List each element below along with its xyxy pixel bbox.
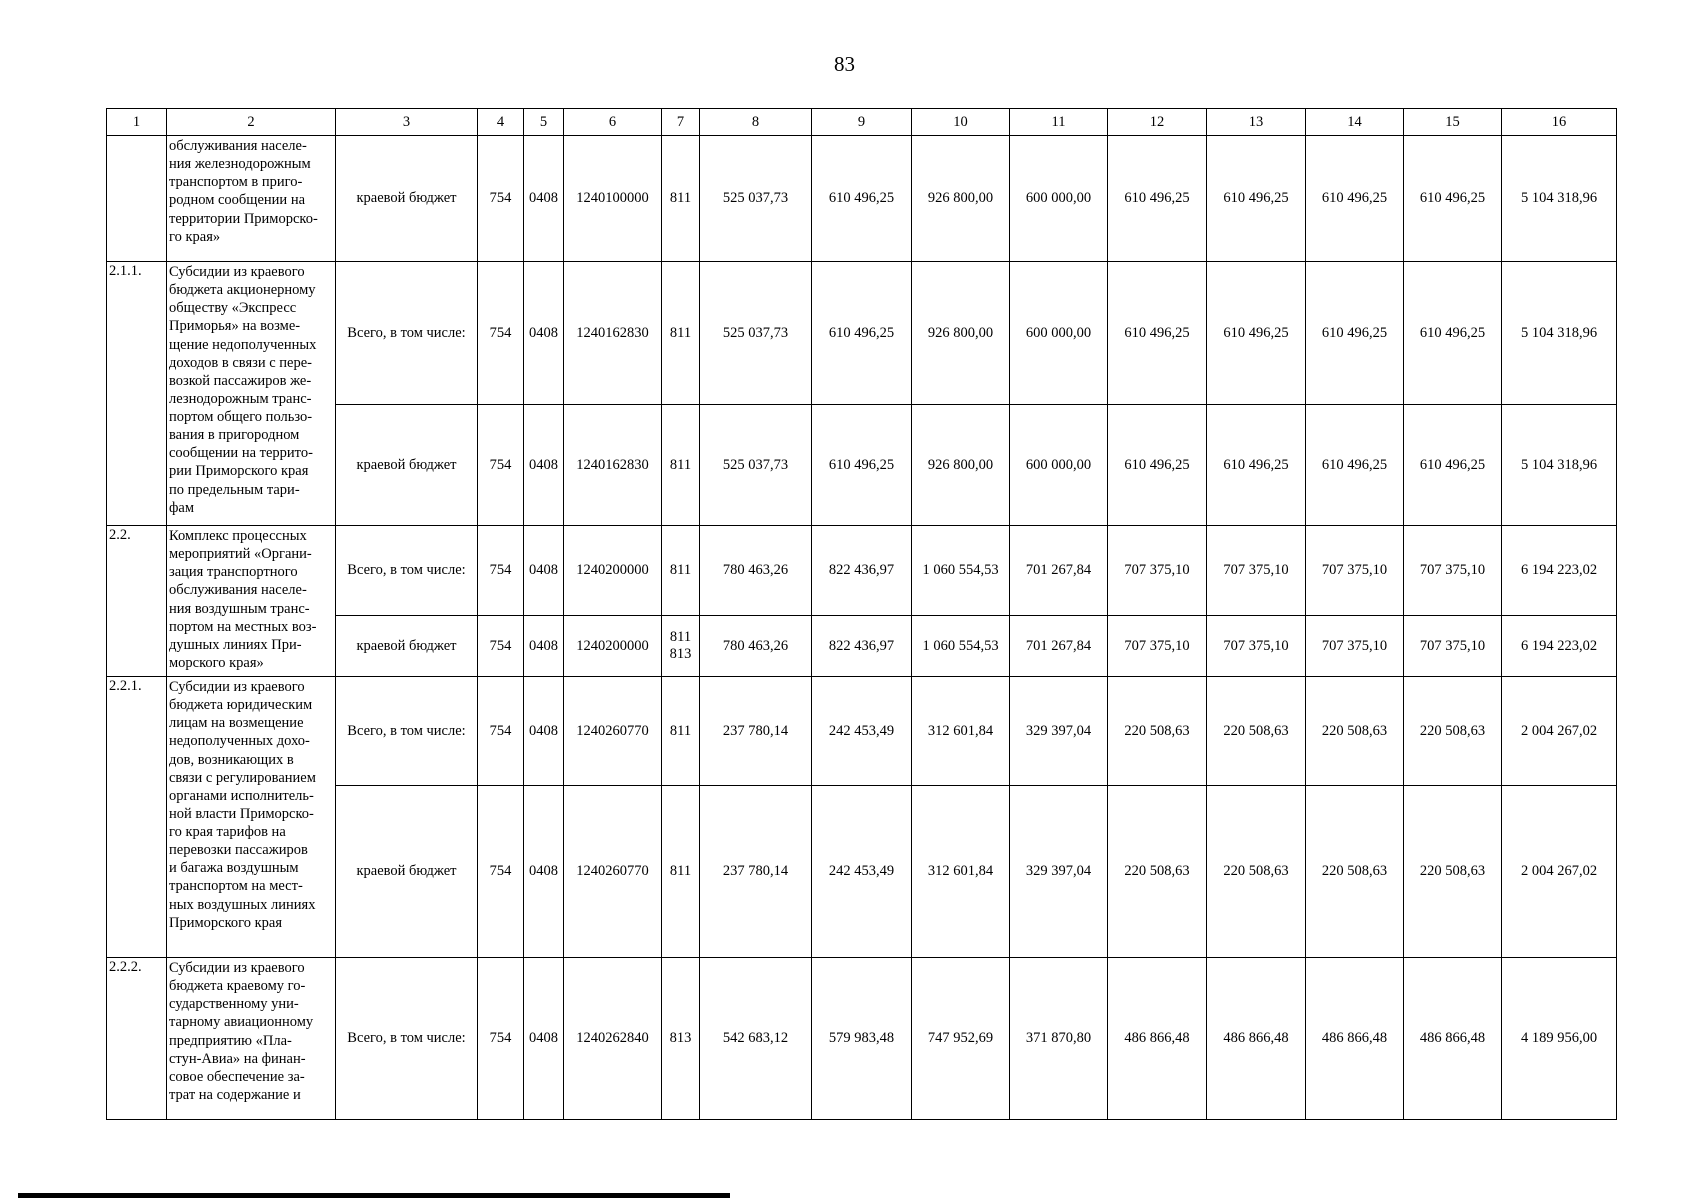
- amount-cell: 610 496,25: [1108, 136, 1207, 262]
- amount-cell: 707 375,10: [1306, 616, 1404, 677]
- description-line: предприятию «Пла-: [169, 1032, 292, 1049]
- expense-type-code: 811: [669, 562, 692, 579]
- amount-cell: 707 375,10: [1404, 616, 1502, 677]
- amount-cell: 780 463,26: [700, 616, 812, 677]
- amount-cell: 220 508,63: [1404, 677, 1502, 786]
- amount-cell: 220 508,63: [1108, 677, 1207, 786]
- amount-cell: 237 780,14: [700, 786, 812, 958]
- description-line: органами исполнитель-: [169, 787, 314, 804]
- description-line: тарному авиационному: [169, 1014, 314, 1031]
- amount-cell: 926 800,00: [912, 136, 1010, 262]
- amount-cell: 600 000,00: [1010, 262, 1108, 405]
- description-line: трат на содержание и: [169, 1086, 301, 1103]
- description-line: дов, возникающих в: [169, 751, 294, 768]
- amount-cell: 600 000,00: [1010, 405, 1108, 526]
- header-cell: 5: [524, 109, 564, 136]
- section-code-cell: 0408: [524, 405, 564, 526]
- section-code-cell: 0408: [524, 958, 564, 1120]
- header-cell: 16: [1502, 109, 1617, 136]
- amount-cell: 542 683,12: [700, 958, 812, 1120]
- description-line: по предельным тари-: [169, 481, 300, 498]
- amount-cell: 707 375,10: [1108, 526, 1207, 616]
- item-description-cell: [167, 262, 336, 526]
- header-cell: 9: [812, 109, 912, 136]
- expense-type-cell: [662, 405, 700, 526]
- amount-cell: 1 060 554,53: [912, 616, 1010, 677]
- amount-cell: 707 375,10: [1207, 526, 1306, 616]
- description-line: недополученных дохо-: [169, 733, 310, 750]
- description-line: Комплекс процессных: [169, 528, 307, 544]
- amount-cell: 610 496,25: [1306, 136, 1404, 262]
- amount-cell: 610 496,25: [1207, 136, 1306, 262]
- header-cell: 4: [478, 109, 524, 136]
- amount-cell: 220 508,63: [1207, 786, 1306, 958]
- item-description-cell: [167, 958, 336, 1120]
- amount-cell: 747 952,69: [912, 958, 1010, 1120]
- description-line: обслуживания населе-: [169, 138, 307, 154]
- section-code-cell: 0408: [524, 616, 564, 677]
- amount-cell: 329 397,04: [1010, 786, 1108, 958]
- amount-cell: 600 000,00: [1010, 136, 1108, 262]
- amount-cell: 780 463,26: [700, 526, 812, 616]
- budget-table: [106, 108, 1617, 1120]
- description-line: зация транспортного: [169, 564, 298, 581]
- target-article-cell: 1240260770: [564, 677, 662, 786]
- header-cell: 2: [167, 109, 336, 136]
- funding-source-cell: краевой бюджет: [336, 405, 478, 526]
- amount-cell: 486 866,48: [1207, 958, 1306, 1120]
- expense-type-code: 811: [669, 190, 692, 207]
- expense-type-cell: [662, 616, 700, 677]
- amount-cell: 610 496,25: [1108, 405, 1207, 526]
- description-line: возкой пассажиров же-: [169, 372, 312, 389]
- description-line: доходов в связи с пере-: [169, 354, 313, 371]
- amount-cell: 220 508,63: [1306, 786, 1404, 958]
- amount-cell: 486 866,48: [1404, 958, 1502, 1120]
- amount-cell: 579 983,48: [812, 958, 912, 1120]
- target-article-cell: 1240162830: [564, 405, 662, 526]
- section-code-cell: 0408: [524, 677, 564, 786]
- table-row: [107, 262, 1617, 405]
- amount-cell: 6 194 223,02: [1502, 616, 1617, 677]
- funding-source-cell: Всего, в том числе:: [336, 677, 478, 786]
- expense-type-code: 811: [669, 324, 692, 341]
- expense-type-cell: [662, 262, 700, 405]
- header-cell: 7: [662, 109, 700, 136]
- description-line: сообщении на террито-: [169, 445, 313, 462]
- expense-type-cell: [662, 136, 700, 262]
- expense-type-cell: [662, 677, 700, 786]
- section-code-cell: 0408: [524, 262, 564, 405]
- description-line: ных воздушных линиях: [169, 896, 316, 913]
- table-row: [107, 677, 1617, 786]
- funding-source-cell: Всего, в том числе:: [336, 262, 478, 405]
- header-row: [107, 109, 1617, 136]
- amount-cell: 2 004 267,02: [1502, 786, 1617, 958]
- page-number: 83: [834, 52, 855, 76]
- expense-type-cell: [662, 958, 700, 1120]
- header-cell: 11: [1010, 109, 1108, 136]
- amount-cell: 525 037,73: [700, 136, 812, 262]
- amount-cell: 822 436,97: [812, 616, 912, 677]
- amount-cell: 220 508,63: [1108, 786, 1207, 958]
- description-line: портом общего пользо-: [169, 409, 313, 425]
- amount-cell: 237 780,14: [700, 677, 812, 786]
- target-article-cell: 1240100000: [564, 136, 662, 262]
- amount-cell: 312 601,84: [912, 786, 1010, 958]
- description-line: родном сообщении на: [169, 192, 306, 209]
- target-article-cell: 1240200000: [564, 526, 662, 616]
- item-description-cell: [167, 526, 336, 677]
- table-row: [107, 958, 1617, 1120]
- description-line: рии Приморского края: [169, 463, 309, 480]
- description-line: бюджета краевому го-: [169, 978, 306, 995]
- funding-source-cell: краевой бюджет: [336, 786, 478, 958]
- amount-cell: 220 508,63: [1404, 786, 1502, 958]
- ministry-code-cell: 754: [478, 526, 524, 616]
- page-bottom-rule: [18, 1193, 730, 1198]
- expense-type-code: 811: [669, 456, 692, 473]
- amount-cell: 2 004 267,02: [1502, 677, 1617, 786]
- item-number-cell: 2.2.2.: [107, 958, 167, 1120]
- funding-source-cell: краевой бюджет: [336, 616, 478, 677]
- description-line: перевозки пассажиров: [169, 842, 308, 859]
- description-line: связи с регулированием: [169, 769, 316, 786]
- description-line: ния воздушным транс-: [169, 600, 310, 617]
- ministry-code-cell: 754: [478, 405, 524, 526]
- amount-cell: 701 267,84: [1010, 616, 1108, 677]
- amount-cell: 707 375,10: [1207, 616, 1306, 677]
- header-cell: 14: [1306, 109, 1404, 136]
- amount-cell: 610 496,25: [1306, 262, 1404, 405]
- description-line: ния железнодорожным: [169, 156, 311, 173]
- ministry-code-cell: 754: [478, 677, 524, 786]
- expense-type-cell: [662, 786, 700, 958]
- expense-type-code: 811: [669, 863, 692, 880]
- description-line: Приморья» на возме-: [169, 318, 301, 335]
- amount-cell: 242 453,49: [812, 786, 912, 958]
- target-article-cell: 1240260770: [564, 786, 662, 958]
- description-line: лезнодорожным транс-: [169, 390, 312, 407]
- amount-cell: 707 375,10: [1108, 616, 1207, 677]
- amount-cell: 610 496,25: [812, 136, 912, 262]
- description-line: территории Приморско-: [169, 210, 318, 227]
- description-line: совое обеспечение за-: [169, 1068, 305, 1085]
- amount-cell: 5 104 318,96: [1502, 405, 1617, 526]
- target-article-cell: 1240162830: [564, 262, 662, 405]
- amount-cell: 1 060 554,53: [912, 526, 1010, 616]
- amount-cell: 6 194 223,02: [1502, 526, 1617, 616]
- amount-cell: 822 436,97: [812, 526, 912, 616]
- amount-cell: 486 866,48: [1306, 958, 1404, 1120]
- target-article-cell: 1240262840: [564, 958, 662, 1120]
- item-description-cell: [167, 677, 336, 958]
- amount-cell: 5 104 318,96: [1502, 136, 1617, 262]
- description-line: транспортом в приго-: [169, 174, 303, 191]
- funding-source-cell: Всего, в том числе:: [336, 526, 478, 616]
- header-cell: 12: [1108, 109, 1207, 136]
- section-code-cell: 0408: [524, 526, 564, 616]
- header-cell: 8: [700, 109, 812, 136]
- description-line: Субсидии из краевого: [169, 679, 305, 695]
- header-cell: 13: [1207, 109, 1306, 136]
- expense-type-code: 811: [669, 629, 692, 646]
- ministry-code-cell: 754: [478, 786, 524, 958]
- section-code-cell: 0408: [524, 136, 564, 262]
- description-line: Приморского края: [169, 914, 283, 931]
- section-code-cell: 0408: [524, 786, 564, 958]
- description-line: мероприятий «Органи-: [169, 546, 312, 563]
- expense-type-cell: [662, 526, 700, 616]
- description-line: транспортом на мест-: [169, 878, 303, 895]
- amount-cell: 610 496,25: [1207, 262, 1306, 405]
- ministry-code-cell: 754: [478, 262, 524, 405]
- ministry-code-cell: 754: [478, 958, 524, 1120]
- amount-cell: 610 496,25: [812, 405, 912, 526]
- description-line: фам: [169, 499, 195, 516]
- amount-cell: 486 866,48: [1108, 958, 1207, 1120]
- item-number-cell: 2.2.1.: [107, 677, 167, 958]
- amount-cell: 220 508,63: [1207, 677, 1306, 786]
- description-line: и багажа воздушным: [169, 860, 299, 877]
- item-description-cell: [167, 136, 336, 262]
- item-number-cell: 2.1.1.: [107, 262, 167, 526]
- amount-cell: 525 037,73: [700, 262, 812, 405]
- amount-cell: 220 508,63: [1306, 677, 1404, 786]
- header-cell: 6: [564, 109, 662, 136]
- description-line: портом на местных воз-: [169, 618, 317, 635]
- target-article-cell: 1240200000: [564, 616, 662, 677]
- description-line: стун-Авиа» на финан-: [169, 1050, 306, 1067]
- item-number-cell: 2.2.: [107, 526, 167, 677]
- amount-cell: 5 104 318,96: [1502, 262, 1617, 405]
- amount-cell: 610 496,25: [1306, 405, 1404, 526]
- header-cell: 3: [336, 109, 478, 136]
- amount-cell: 610 496,25: [1404, 405, 1502, 526]
- amount-cell: 926 800,00: [912, 405, 1010, 526]
- header-cell: 1: [107, 109, 167, 136]
- description-line: щение недополученных: [169, 336, 317, 353]
- funding-source-cell: Всего, в том числе:: [336, 958, 478, 1120]
- amount-cell: 610 496,25: [1207, 405, 1306, 526]
- description-line: ной власти Приморско-: [169, 805, 314, 822]
- description-line: обществу «Экспресс: [169, 300, 297, 317]
- amount-cell: 4 189 956,00: [1502, 958, 1617, 1120]
- description-line: лицам на возмещение: [169, 715, 304, 732]
- amount-cell: 312 601,84: [912, 677, 1010, 786]
- expense-type-code: 813: [669, 1030, 692, 1047]
- description-line: душных линиях При-: [169, 636, 302, 653]
- header-cell: 10: [912, 109, 1010, 136]
- description-line: бюджета юридическим: [169, 697, 313, 714]
- amount-cell: 701 267,84: [1010, 526, 1108, 616]
- header-cell: 15: [1404, 109, 1502, 136]
- expense-type-code: 811: [669, 722, 692, 739]
- description-line: вания в пригородном: [169, 427, 300, 444]
- description-line: морского края»: [169, 654, 264, 671]
- table-row: [107, 136, 1617, 262]
- description-line: го края»: [169, 228, 221, 245]
- description-line: бюджета акционерному: [169, 282, 316, 299]
- description-line: Субсидии из краевого: [169, 264, 305, 280]
- amount-cell: 610 496,25: [812, 262, 912, 405]
- amount-cell: 707 375,10: [1306, 526, 1404, 616]
- amount-cell: 371 870,80: [1010, 958, 1108, 1120]
- description-line: сударственному уни-: [169, 996, 299, 1013]
- description-line: Субсидии из краевого: [169, 960, 305, 976]
- amount-cell: 610 496,25: [1404, 262, 1502, 405]
- item-number-cell: [107, 136, 167, 262]
- amount-cell: 525 037,73: [700, 405, 812, 526]
- funding-source-cell: краевой бюджет: [336, 136, 478, 262]
- description-line: обслуживания населе-: [169, 582, 307, 599]
- amount-cell: 610 496,25: [1108, 262, 1207, 405]
- amount-cell: 329 397,04: [1010, 677, 1108, 786]
- amount-cell: 707 375,10: [1404, 526, 1502, 616]
- expense-type-code: 813: [669, 646, 692, 662]
- table-row: [107, 526, 1617, 616]
- description-line: го края тарифов на: [169, 824, 286, 840]
- amount-cell: 242 453,49: [812, 677, 912, 786]
- ministry-code-cell: 754: [478, 136, 524, 262]
- ministry-code-cell: 754: [478, 616, 524, 677]
- amount-cell: 926 800,00: [912, 262, 1010, 405]
- amount-cell: 610 496,25: [1404, 136, 1502, 262]
